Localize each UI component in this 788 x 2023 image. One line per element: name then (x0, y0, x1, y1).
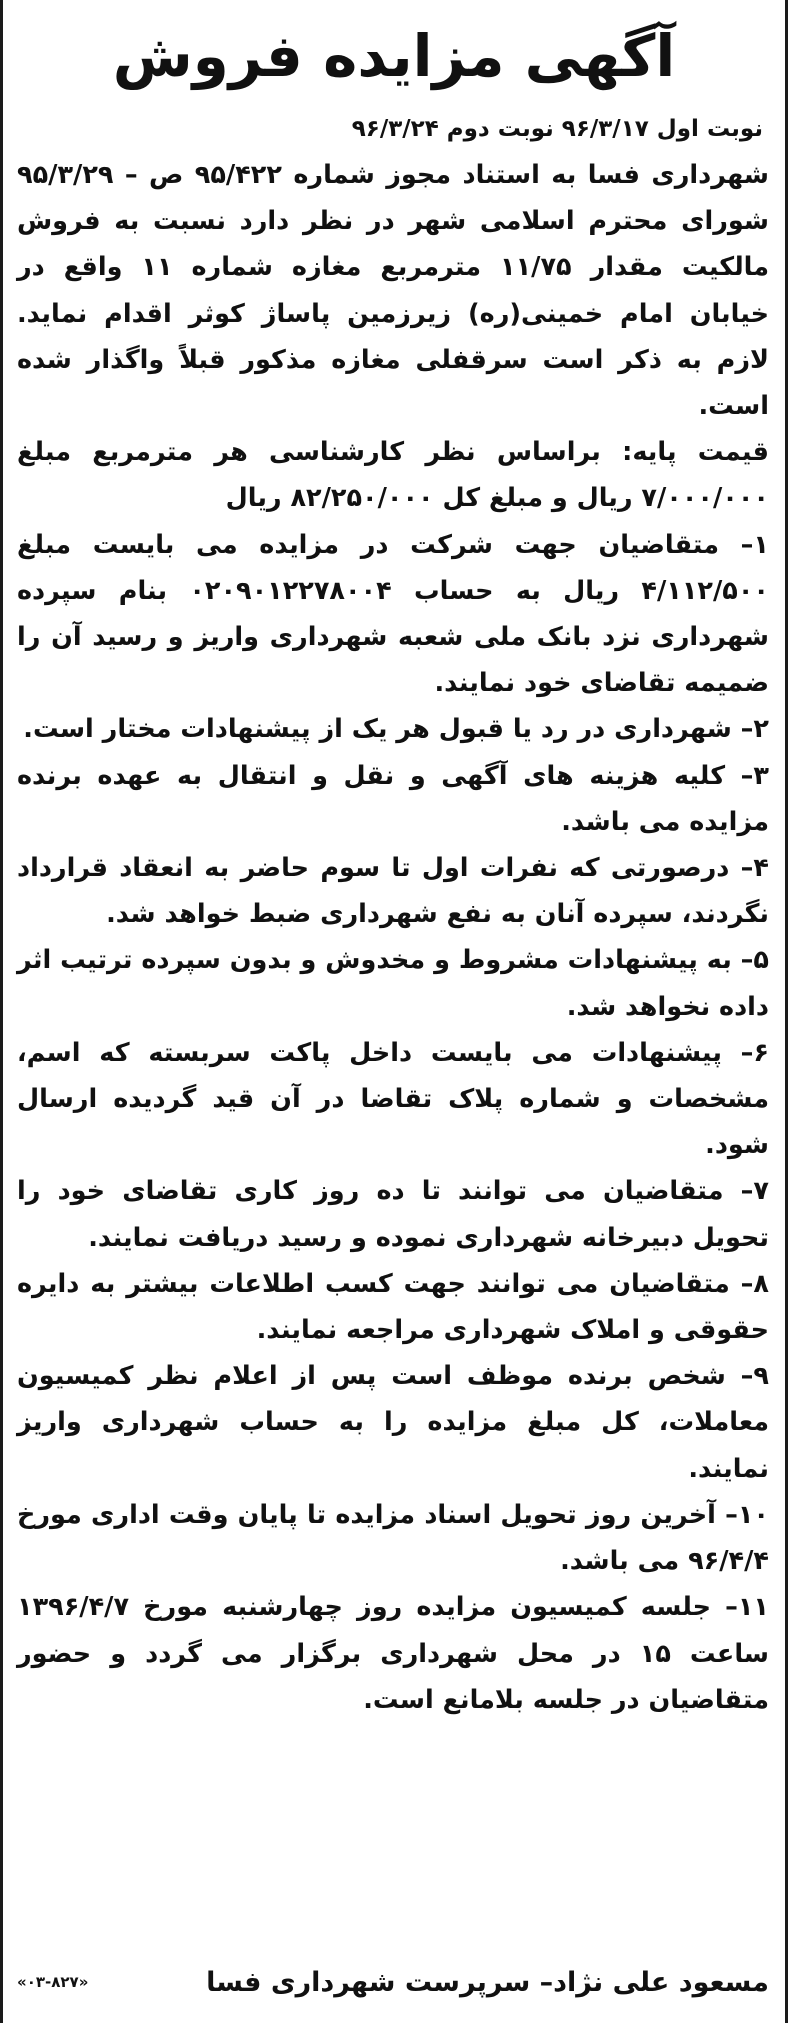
condition-item: ۱۰– آخرین روز تحویل اسناد مزایده تا پایان وقت اداری مورخ ۹۶/۴/۴ می باشد. (17, 1499, 769, 1577)
condition-item: ۳– کلیه هزینه های آگهی و نقل و انتقال به عهده برنده مزایده می باشد. (17, 760, 769, 837)
condition-item: ۷– متقاضیان می توانند تا ده روز کاری تقاضای خود را تحویل دبیرخانه شهرداری نموده و رسید دریافت نمایند. (17, 1176, 769, 1253)
publication-dates: نوبت اول ۹۶/۳/۱۷ نوبت دوم ۹۶/۳/۲۴ (351, 116, 763, 142)
ad-code: «۰۳-۸۲۷» (17, 1973, 89, 1991)
condition-item: ۵– به پیشنهادات مشروط و مخدوش و بدون سپرده ترتیب اثر داده نخواهد شد. (17, 945, 769, 1022)
intro-paragraph: شهرداری فسا به استناد مجوز شماره ۹۵/۴۲۲ ص – ۹۵/۳/۲۹ شورای محترم اسلامی شهر در نظر دارد نسبت به فروش مالکیت مقدار ۱۱/۷۵ مترمربع مغازه شماره ۱۱ واقع در خیابان امام خمینی(ره) زیرزمین پاساژ کوثر اقدام نماید. لازم به ذکر است سرقفلی مغازه مذکور قبلاً واگذار شده است. (17, 160, 770, 422)
base-price-paragraph: قیمت پایه: براساس نظر کارشناسی هر مترمربع مبلغ ۷/۰۰۰/۰۰۰ ریال و مبلغ کل ۸۲/۲۵۰/۰۰۰ ریال (17, 437, 769, 514)
condition-item: ۱۱– جلسه کمیسیون مزایده روز چهارشنبه مورخ ۱۳۹۶/۴/۷ ساعت ۱۵ در محل شهرداری برگزار می گردد و حضور متقاضیان در جلسه بلامانع است. (17, 1592, 770, 1715)
condition-item: ۴– درصورتی که نفرات اول تا سوم حاضر به انعقاد قرارداد نگردند، سپرده آنان به نفع شهرداری ضبط خواهد شد. (17, 853, 769, 930)
notice-body (3, 152, 785, 1723)
condition-item: ۸– متقاضیان می توانند جهت کسب اطلاعات بیشتر به دایره حقوقی و املاک شهرداری مراجعه نمایند. (17, 1268, 769, 1346)
condition-item: ۲– شهرداری در رد یا قبول هر یک از پیشنهادات مختار است. (23, 714, 769, 745)
signatory-name: مسعود علی نژاد– سرپرست شهرداری فسا (206, 1966, 769, 1998)
notice-title: آگهی مزایده فروش (112, 22, 676, 90)
condition-item: ۱– متقاضیان جهت شرکت در مزایده می بایست مبلغ ۴/۱۱۲/۵۰۰ ریال به حساب ۰۲۰۹۰۱۲۲۷۸۰۰۴ بنام سپرده شهرداری نزد بانک ملی شعبه شهرداری واریز و رسید آن را ضمیمه تقاضای خود نمایند. (17, 529, 769, 699)
signature-line (17, 1957, 769, 2007)
condition-item: ۶– پیشنهادات می بایست داخل پاکت سربسته که اسم، مشخصات و شماره پلاک تقاضا در آن قید گردیده ارسال شود. (17, 1037, 769, 1161)
condition-item: ۹– شخص برنده موظف است پس از اعلام نظر کمیسیون معاملات، کل مبلغ مزایده را به حساب شهرداری واریز نمایند. (17, 1361, 769, 1484)
